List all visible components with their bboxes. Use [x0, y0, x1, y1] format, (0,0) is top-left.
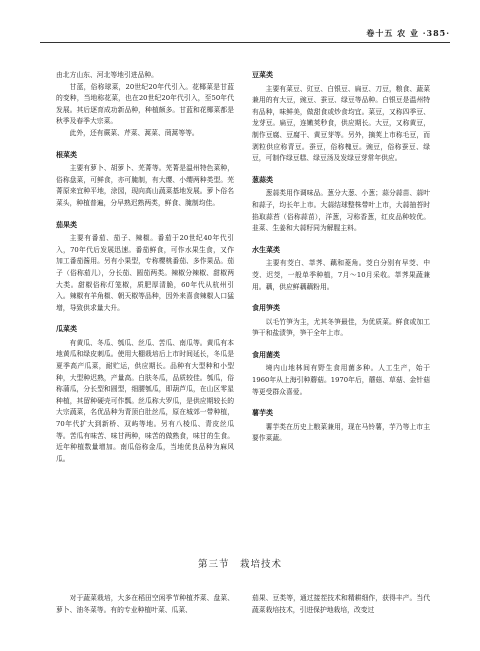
subsection-heading: 葱蒜类	[252, 175, 273, 184]
paragraph: 有黄瓜、冬瓜、瓠瓜、丝瓜、苦瓜、南瓜等。黄瓜有本地黄瓜和绿皮刺瓜。使用大棚栽培后上市时间延长，冬瓜是夏季高产瓜菜，耐贮运，供应期长。品种有大型种和小型种，大型种迟熟，产量高。白肤冬瓜，品质较佳。瓠瓜，俗称蒲瓜，分长型和圆型，细腰瓠瓜，即葫芦瓜，在山区零星种植，其留种硬壳可作瓢。丝瓜称大罗瓜，是供应期较长的大宗蔬菜，名优品种为青顶白肚丝瓜，原在城郊一带种植，70年代扩大到新桥、双屿等地。另有八棱瓜、青皮丝瓜等。苦瓜有味苦、味甘两种，味苦的做熟食，味甘的生食。近年种植数量增加。南瓜俗称金瓜，当地优良品种为麻风瓜。	[56, 338, 234, 463]
right-column	[252, 70, 430, 445]
paragraph: 对于蔬菜栽培，大多在稻田空闲季节种植芥菜、盘菜、萝卜、油冬菜等。有的专业种植叶菜、瓜菜、	[56, 594, 234, 614]
paragraph: 主要有茭白、莘荠、藕和菱角。茭白分别有早茭、中茭、迟茭，一般单季种植，7月～10月采收。莘荠果蔬兼用。藕，供应鲜藕藕粉用。	[252, 259, 430, 291]
running-head: 卷十五 农 业 ·385·	[366, 28, 450, 38]
subsection-heading: 水生菜类	[252, 245, 280, 254]
subsection-heading: 薯芋类	[252, 409, 273, 418]
subsection-heading: 根菜类	[56, 150, 77, 159]
subsection-heading: 食用菌类	[252, 350, 280, 359]
section-title: 第三节 栽培技术	[197, 559, 282, 570]
bottom-right-column	[252, 593, 430, 616]
paragraph: 由北方山东、河北等地引进品种。	[56, 71, 158, 79]
bottom-left-column	[56, 593, 234, 616]
subsection-heading: 瓜菜类	[56, 325, 77, 334]
left-column	[56, 70, 234, 465]
paragraph: 主要有萝卜、胡萝卜、芜菁等。芜菁是温州特色菜种，俗称盘菜，可鲜食，亦可腌制，有大缨、小缨两种类型。芜菁原来宜种平地，涂园，现向高山蔬菜基地发展。萝卜俗名菜头，种植普遍，分早熟迟熟两类，鲜食、腌制均佳。	[56, 164, 234, 207]
paragraph: 薯芋类在历史上粮菜兼用，现在马铃薯，芋乃等上市主要作菜蔬。	[252, 422, 430, 443]
paragraph: 主要有番茄、茄子、辣椒。番茄于20世纪40年代引入，70年代后发展迅速。番茄鲜食，可作水果生食，又作加工番茄酱用。另有小果型，专称樱桃番茄、多作果品。茄子（俗称茄儿），分长茄、圆茄两类。辣椒分辣椒、甜椒两大类。甜椒俗称灯笼椒，质肥厚清脆，60年代从杭州引入。辣椒有羊角椒、朝天椒等品种，因外来喜食辣椒人口猛增，导致供求量大升。	[56, 234, 234, 312]
paragraph: 主要有菜豆、豇豆、白银豆、扁豆、刀豆，粮食、蔬菜兼用的有大豆，豌豆、蚕豆、绿豆等品种。白银豆是温州特有品种，味鲜美，做甜食或炒食均宜。菜豆，又称四季豆、龙芽豆。扁豆，连嫩荚秒食，供应期长。大豆，又称黄豆，制作豆腐、豆腐干、黄豆芽等。另外，摘荚上市称毛豆，而剥粒供应称青豆。蚕豆，俗称槐豆。豌豆，俗称蚕豆、绿豆，可制作绿豆糕、绿豆汤及发绿豆芽常年供应。	[252, 84, 430, 163]
paragraph: 此外，还有蕨菜、芹菜、蒿菜、茼蒿等等。	[69, 128, 199, 137]
paragraph: 甘蓝，俗称球菜，20世纪20年代引入。花椰菜是甘蓝的变种，当地称花菜，也在20世纪20年代引入，至50年代发展。其后逐育成功新品种，种植颇多。甘蓝和花椰菜都是秋季及春季大宗菜。	[56, 82, 234, 126]
paragraph: 茄果、豆类等，通过接茬技术和精耕细作，获得丰产。当代蔬菜栽培技术，引进保护地栽培，改变过	[252, 594, 430, 614]
paragraph: 以毛竹笋为主，尤其冬笋最佳，为优质菜。鲜食或加工笋干和盐渍笋，笋干全年上市。	[252, 317, 430, 338]
paragraph: 境内山地林间有野生食用菌多种。人工生产，始于1960年从上海引种蘑菇。1970年后，蘑菇、草菇、金针菇等更受群众喜爱。	[252, 364, 430, 396]
subsection-heading: 豆菜类	[252, 71, 273, 79]
subsection-heading: 食用笋类	[252, 304, 280, 313]
paragraph: 葱蒜类用作调味品。葱分大葱、小葱；蒜分蒜苗、蒜叶和蒜子，均长年上市。大蒜结球整株带叶上市，大蒜抽苔时掐取蒜苔（俗称蒜苗），洋葱，习称香葱，红皮品种较优。韭菜、生姜和大蒜籽同为解腥主料。	[252, 189, 430, 233]
page-header	[40, 24, 450, 43]
subsection-heading: 茄果类	[56, 220, 77, 229]
